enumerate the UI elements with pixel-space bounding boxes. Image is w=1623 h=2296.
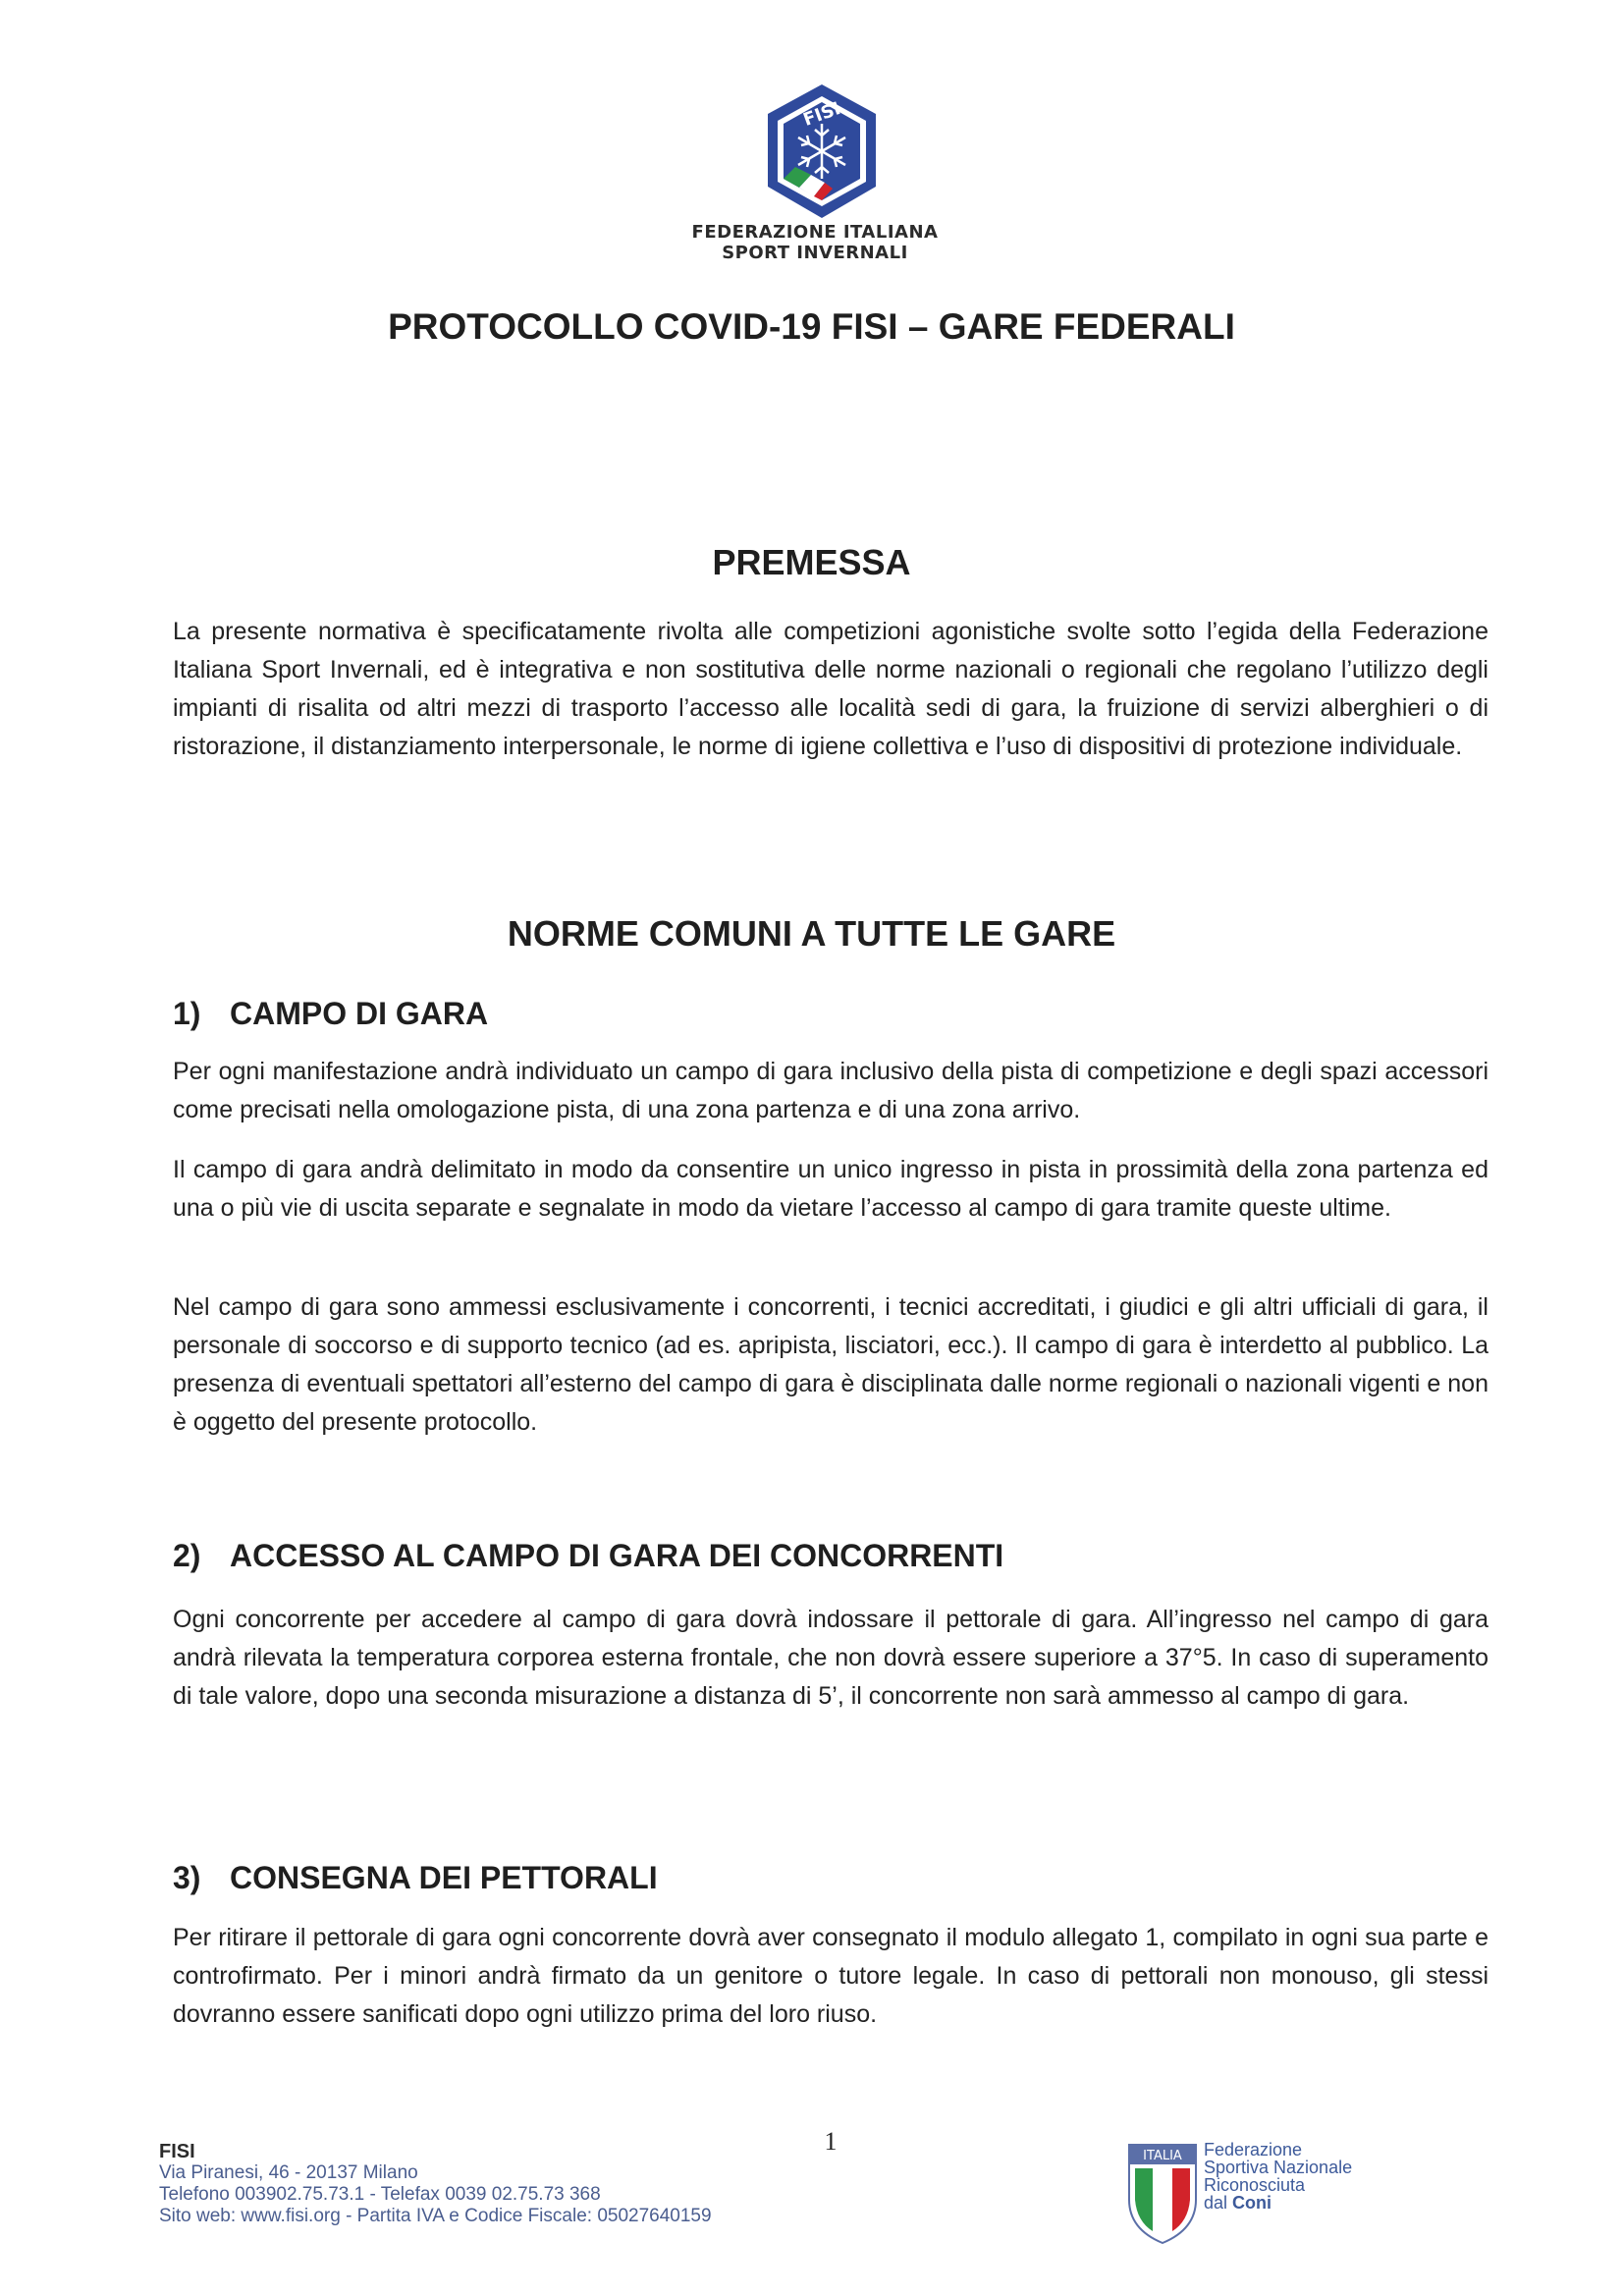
document-title: PROTOCOLLO COVID-19 FISI – GARE FEDERALI [388, 306, 1235, 347]
section-1-paragraph-2: Il campo di gara andrà delimitato in modo da consentire un unico ingresso in pista in prossimità della zona partenza ed una o più vie di uscita separate e segnalate in modo da vietare l’accesso al campo di gara tramite queste ultime. [173, 1156, 1488, 1222]
section-number: 2) [173, 1538, 201, 1573]
footer-web: Sito web: www.fisi.org - Partita IVA e Codice Fiscale: 05027640159 [159, 2206, 712, 2226]
section-heading-consegna [173, 1860, 658, 1896]
org-line-1: FEDERAZIONE ITALIANA [691, 222, 939, 243]
coni-line-2: Sportiva Nazionale [1204, 2158, 1353, 2177]
coni-line-4-bold: Coni [1232, 2193, 1272, 2213]
section-1-paragraph-3: Nel campo di gara sono ammessi esclusivamente i concorrenti, i tecnici accreditati, i giudici e gli altri ufficiali di gara, il personale di soccorso e di supporto tecnico (ad es. apripista, lisciatori, ecc.). Il campo di gara è interdetto al pubblico. La presenza di eventuali spettatori all’esterno del campo di gara è disciplinata dalle norme regionali o nazionali vigenti e non è oggetto del presente protocollo. [173, 1293, 1488, 1436]
section-number: 1) [173, 996, 201, 1031]
section-title: CONSEGNA DEI PETTORALI [230, 1860, 658, 1895]
coni-shield-icon [1125, 2141, 1200, 2245]
section-number: 3) [173, 1860, 201, 1895]
norme-heading: NORME COMUNI A TUTTE LE GARE [507, 913, 1116, 954]
coni-line-3: Riconosciuta [1204, 2175, 1306, 2195]
section-heading-campo-di-gara [173, 996, 488, 1032]
fisi-logo [760, 81, 884, 226]
premessa-heading: PREMESSA [712, 542, 911, 582]
organization-name [550, 222, 1080, 263]
coni-line-4 [1204, 2194, 1352, 2212]
section-3-paragraph-1: Per ritirare il pettorale di gara ogni concorrente dovrà aver consegnato il modulo allegato 1, compilato in ogni sua parte e controfirmato. Per i minori andrà firmato da un genitore o tutore legale. In caso di pettorali non monouso, gli stessi dovranno essere sanificati dopo ogni utilizzo prima del loro riuso. [173, 1924, 1488, 2028]
section-heading-accesso [173, 1538, 1003, 1574]
logo-letters: FISI [800, 97, 843, 131]
shield-label: ITALIA [1143, 2149, 1182, 2163]
coni-recognition [1204, 2141, 1352, 2212]
coni-line-4-prefix: dal [1204, 2193, 1233, 2213]
footer-phone: Telefono 003902.75.73.1 - Telefax 0039 02.75.73 368 [159, 2184, 601, 2205]
footer-contact [159, 2141, 712, 2227]
footer-brand: FISI [159, 2141, 195, 2162]
section-2-paragraph-1: Ogni concorrente per accedere al campo di gara dovrà indossare il pettorale di gara. All’ingresso nel campo di gara andrà rilevata la temperatura corporea esterna frontale, che non dovrà essere superiore a 37°5. In caso di superamento di tale valore, dopo una seconda misurazione a distanza di 5’, il concorrente non sarà ammesso al campo di gara. [173, 1606, 1488, 1710]
page-number: 1 [824, 2127, 838, 2156]
section-title: CAMPO DI GARA [230, 996, 489, 1031]
section-1-paragraph-1: Per ogni manifestazione andrà individuato un campo di gara inclusivo della pista di competizione e degli spazi accessori come precisati nella omologazione pista, di una zona partenza e di una zona arrivo. [173, 1058, 1488, 1123]
org-line-2: SPORT INVERNALI [722, 243, 908, 263]
coni-line-1: Federazione [1204, 2140, 1303, 2159]
section-title: ACCESSO AL CAMPO DI GARA DEI CONCORRENTI [230, 1538, 1004, 1573]
footer-address: Via Piranesi, 46 - 20137 Milano [159, 2162, 418, 2183]
premessa-paragraph: La presente normativa è specificatamente rivolta alle competizioni agonistiche svolte sotto l’egida della Federazione Italiana Sport Invernali, ed è integrativa e non sostitutiva delle norme nazionali o regionali che regolano l’utilizzo degli impianti di risalita od altri mezzi di trasporto l’accesso alle località sedi di gara, la fruizione di servizi alberghieri o di ristorazione, il distanziamento interpersonale, le norme di igiene collettiva e l’uso di dispositivi di protezione individuale. [173, 618, 1488, 760]
